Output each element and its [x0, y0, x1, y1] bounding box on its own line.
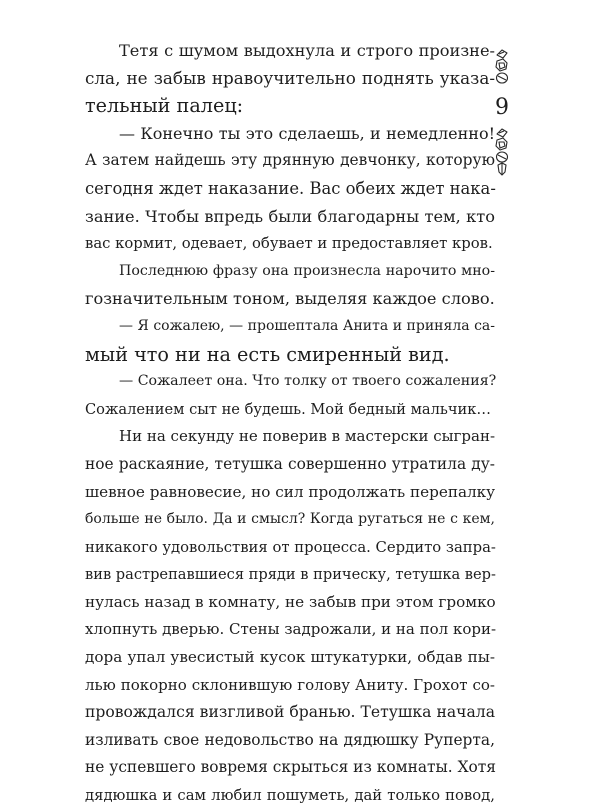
text-line: — Конечно ты это сделаешь, и немедленно!	[119, 123, 495, 143]
text-line: Ни на секунду не поверив в мастерски сыгран-	[119, 427, 496, 446]
page-number: 9	[495, 95, 509, 120]
text-line: лью покорно склонившую голову Аниту. Грохот со-	[85, 675, 495, 694]
hexagon-gem-icon	[496, 138, 507, 150]
text-line: шевное равновесие, но сил продолжать перепалку	[85, 482, 496, 501]
text-line: не успевшего вовремя скрыться из комнаты. Хотя	[85, 758, 497, 777]
text-line: ное раскаяние, тетушка совершенно утратила ду-	[85, 454, 495, 473]
text-line: — Я сожалею, — прошептала Анита и приняла са-	[119, 317, 495, 334]
text-line: гозначительным тоном, выделяя каждое слово.	[85, 289, 495, 309]
text-line: провождался визгливой бранью. Тетушка начала	[85, 703, 495, 722]
body-text	[85, 37, 495, 810]
text-line: изливать свое недовольство на дядюшку Руперта,	[85, 730, 495, 749]
text-line: — Сожалеет она. Что толку от твоего сожаления?	[119, 373, 497, 390]
small-leaf-icon	[497, 50, 507, 58]
text-line: зание. Чтобы впредь были благодарны тем, кто	[85, 206, 495, 226]
text-line: мый что ни на есть смиренный вид.	[85, 342, 450, 366]
oval-gem-icon	[497, 152, 508, 162]
text-line: нулась назад в комнату, не забыв при этом громко	[85, 592, 496, 611]
text-line: дядюшка и сам любил пошуметь, дай только повод,	[85, 787, 495, 805]
text-line: вив растрепавшиеся пряди в прическу, тетушка вер-	[85, 566, 496, 584]
text-line: Сожалением сыт не будешь. Мой бедный мальчик…	[85, 400, 491, 418]
hexagon-gem-icon	[496, 59, 507, 71]
text-line: Последнюю фразу она произнесла нарочито мно-	[119, 262, 495, 279]
oval-gem-icon	[497, 73, 508, 83]
text-line: хлопнуть дверью. Стены задрожали, и на пол кори-	[85, 620, 497, 639]
text-line: сегодня ждет наказание. Вас обеих ждет нака-	[85, 178, 496, 198]
text-line: вас кормит, одевает, обувает и предоставляет кров.	[85, 235, 493, 253]
text-line: больше не было. Да и смысл? Когда ругаться не с кем,	[85, 511, 495, 528]
small-leaf-icon	[497, 129, 507, 137]
crystal-gem-icon	[498, 163, 506, 175]
text-line: сла, не забыв нравоучительно поднять указа-	[85, 67, 495, 88]
text-line: А затем найдешь эту дрянную девчонку, которую	[85, 151, 495, 170]
text-line: никакого удовольствия от процесса. Сердито запра-	[85, 538, 496, 556]
text-line: тельный палец:	[85, 94, 244, 118]
text-line: Тетя с шумом выдохнула и строго произне-	[119, 41, 495, 60]
text-line: дора упал увесистый кусок штукатурки, обдав пы-	[85, 648, 495, 667]
